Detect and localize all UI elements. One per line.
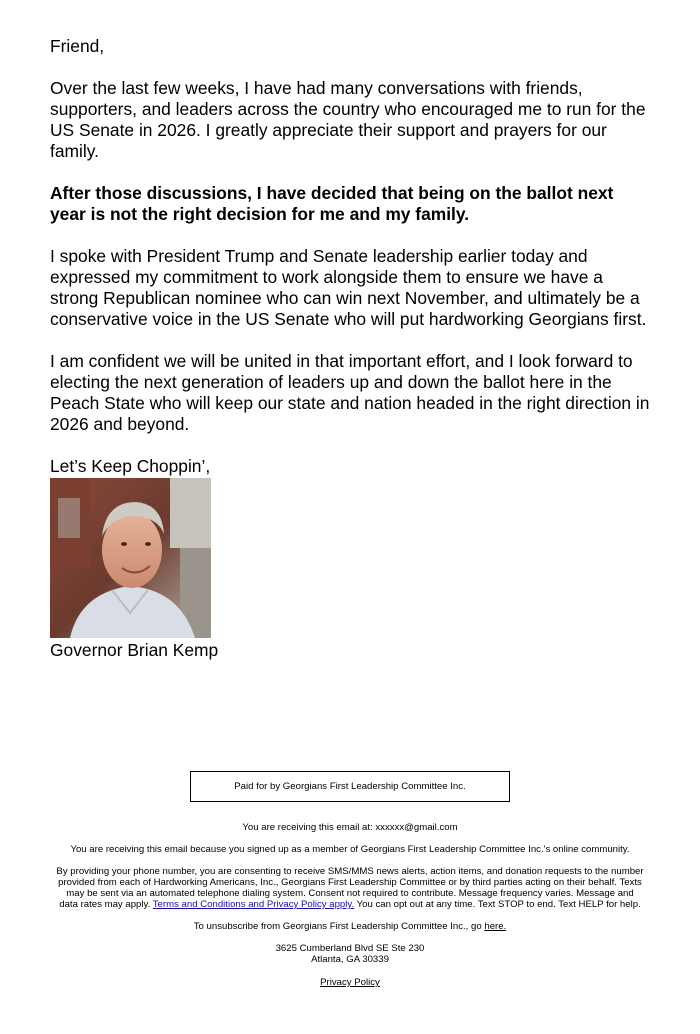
- email-letter: [50, 36, 650, 661]
- paid-for-text: Paid for by Georgians First Leadership Committee Inc.: [234, 781, 466, 792]
- signoff: Let’s Keep Choppin’,: [50, 456, 211, 476]
- address-line-1: 3625 Cumberland Blvd SE Ste 230: [275, 943, 425, 954]
- member-notice: You are receiving this email because you signed up as a member of Georgians First Leadership Committee Inc.'s online community.: [70, 844, 630, 855]
- paragraph-2-bold: After those discussions, I have decided that being on the ballot next year is not the right decision for me and my family.: [50, 183, 614, 224]
- terms-privacy-link[interactable]: Terms and Conditions and Privacy Policy apply.: [152, 899, 355, 910]
- portrait-photo: [50, 478, 211, 638]
- signature: Governor Brian Kemp: [50, 640, 219, 660]
- email-footer: [0, 771, 700, 988]
- recipient-email: xxxxxx@gmail.com: [375, 822, 458, 833]
- privacy-policy-line: [0, 977, 700, 988]
- privacy-policy-link[interactable]: Privacy Policy: [320, 977, 380, 988]
- paragraph-3: I spoke with President Trump and Senate leadership earlier today and expressed my commitment to work alongside them to ensure we have a strong Republican nominee who can win next November, and ultimately be a conservative voice in the US Senate who will put hardworking Georgians first.: [50, 246, 647, 329]
- paragraph-1: Over the last few weeks, I have had many conversations with friends, supporters, and leaders across the country who encouraged me to run for the US Senate in 2026. I greatly appreciate their support and prayers for our family.: [50, 78, 646, 161]
- unsubscribe-link[interactable]: here.: [484, 921, 507, 932]
- paid-for-disclaimer: [190, 771, 510, 802]
- salutation: Friend,: [50, 36, 105, 56]
- paragraph-4: I am confident we will be united in that important effort, and I look forward to electing the next generation of leaders up and down the ballot here in the Peach State who will keep our state and nation headed in the right direction in 2026 and beyond.: [50, 351, 650, 434]
- address-line-2: Atlanta, GA 30339: [311, 954, 389, 965]
- sms-consent-notice: By providing your phone number, you are consenting to receive SMS/MMS news alerts, action items, and donation requests to the number provided from each of Hardworking Americans, Inc., Georgians First Leadership Committee or by third parties acting on their behalf. Texts may be sent via an automated telephone dialing system. Consent not required to contribute. Message frequency varies. Message and data rates may apply. Terms and Conditions and Privacy Policy apply. You can opt out at any time. Text STOP to end. Text HELP for help.: [56, 866, 644, 910]
- receiving-email-notice: You are receiving this email at: xxxxxx@gmail.com: [242, 822, 458, 833]
- unsubscribe-notice: To unsubscribe from Georgians First Leadership Committee Inc., go here.: [193, 921, 507, 932]
